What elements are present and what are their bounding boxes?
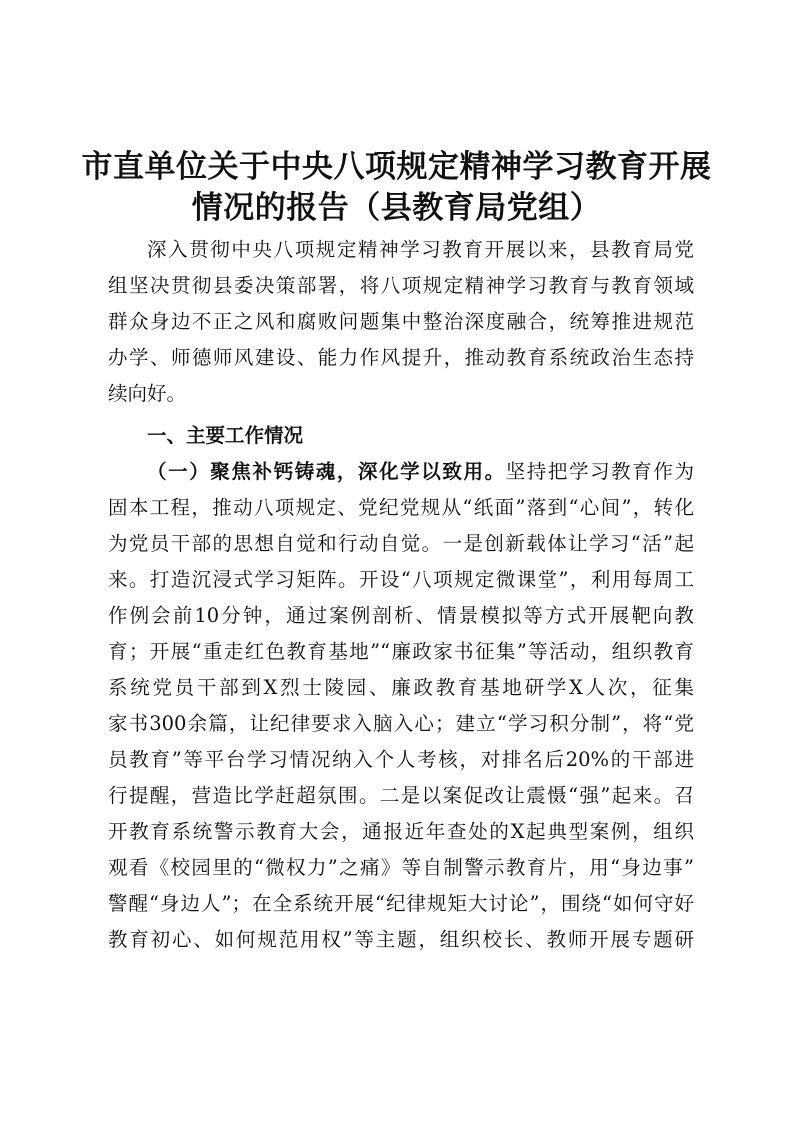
intro-line-1: 深入贯彻中央八项规定精神学习教育开展以来，县教育局党 — [147, 238, 694, 261]
body-line-1: 固本工程，推动八项规定、党纪党规从“纸面”落到“心间”，转化 — [108, 496, 694, 519]
sub-section-1-first-text: 坚持把学习教育作为 — [505, 460, 694, 483]
body-line-5: 育；开展“重走红色教育基地”“廉政家书征集”等活动，组织教育 — [108, 640, 694, 663]
body-line-3: 来。打造沉浸式学习矩阵。开设“八项规定微课堂”，利用每周工 — [108, 568, 694, 591]
body-line-7: 家书300余篇，让纪律要求入脑入心；建立“学习积分制”，将“党 — [108, 712, 694, 735]
intro-line-5: 续向好。 — [108, 382, 187, 405]
body-line-13: 教育初心、如何规范用权”等主题，组织校长、教师开展专题研 — [108, 928, 694, 951]
body-line-10: 开教育系统警示教育大会，通报近年查处的X起典型案例，组织 — [108, 820, 694, 843]
section-heading-main-work: 一、主要工作情况 — [147, 424, 304, 447]
body-line-6: 系统党员干部到X烈士陵园、廉政教育基地研学X人次，征集 — [108, 676, 694, 699]
sub-section-1-first-line — [147, 454, 694, 490]
document-title-line-1: 市直单位关于中央八项规定精神学习教育开展 — [81, 149, 712, 185]
body-line-4: 作例会前10分钟，通过案例剖析、情景模拟等方式开展靶向教 — [108, 604, 694, 627]
intro-line-2: 组坚决贯彻县委决策部署，将八项规定精神学习教育与教育领域 — [108, 274, 694, 297]
body-line-12: 警醒“身边人”；在全系统开展“纪律规矩大讨论”，围绕“如何守好 — [108, 892, 694, 915]
sub-section-1-heading: （一）聚焦补钙铸魂，深化学以致用。 — [147, 460, 506, 483]
body-line-11: 观看《校园里的“微权力”之痛》等自制警示教育片，用“身边事” — [108, 856, 694, 879]
body-line-2: 为党员干部的思想自觉和行动自觉。一是创新载体让学习“活”起 — [108, 532, 694, 555]
body-line-9: 行提醒，营造比学赶超氛围。二是以案促改让震慑“强”起来。召 — [108, 784, 694, 807]
document-title-line-2: 情况的报告（县教育局党组） — [191, 190, 602, 226]
body-line-8: 员教育”等平台学习情况纳入个人考核，对排名后20%的干部进 — [108, 748, 694, 771]
intro-line-4: 办学、师德师风建设、能力作风提升，推动教育系统政治生态持 — [108, 346, 694, 369]
intro-line-3: 群众身边不正之风和腐败问题集中整治深度融合，统筹推进规范 — [108, 310, 694, 333]
